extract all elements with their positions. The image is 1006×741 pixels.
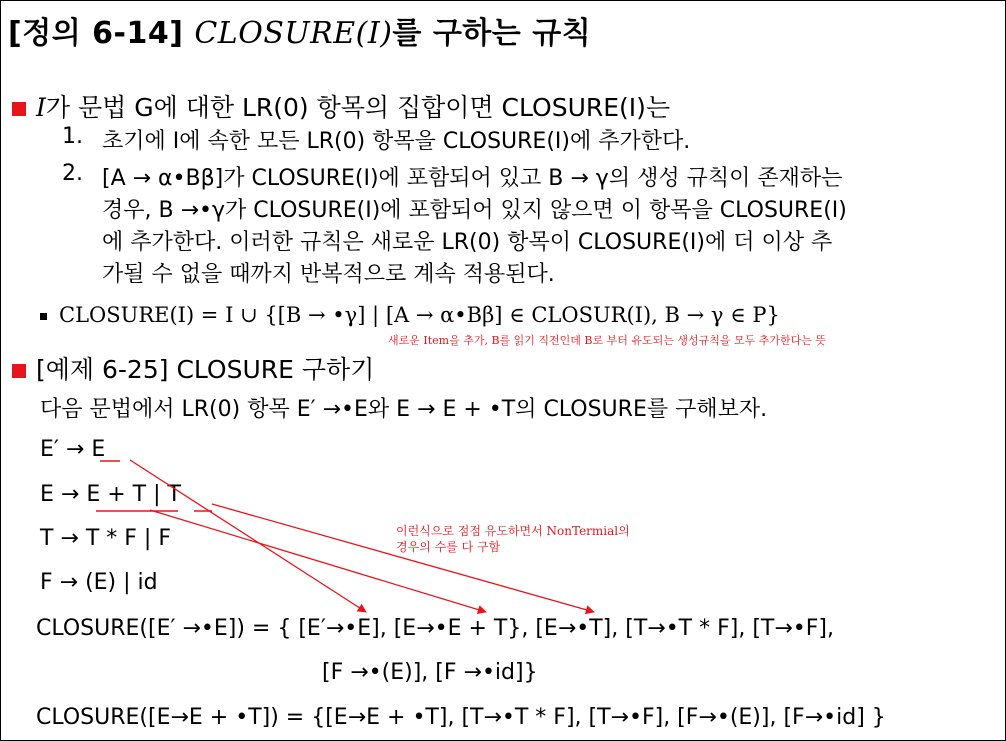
- definition-intro: I가 문법 G에 대한 LR(0) 항목의 집합이면 CLOSURE(I)는: [12, 88, 670, 124]
- grammar-rule: E → E + T | T: [40, 482, 181, 507]
- arrow-to-e: [130, 460, 366, 612]
- closure-result-1-cont: [F →•(E)], [F →•id]}: [322, 660, 538, 685]
- rule-item-2-line: 가될 수 없을 때까지 반복적으로 계속 적용된다.: [102, 262, 555, 287]
- closure-result-2: CLOSURE([E→E + •T]) = {[E→E + •T], [T→•T * F], [T→•F], [F→•(E)], [F→•id] }: [36, 705, 886, 730]
- example-description: 다음 문법에서 LR(0) 항목 E′ →•E와 E → E + •T의 CLOSURE를 구해보자.: [40, 397, 768, 422]
- arrow-to-e-plus-t: [150, 510, 486, 612]
- annotation-note-2: 이런식으로 점점 유도하면서 NonTermial의: [396, 524, 630, 538]
- annotation-note-2: 경우의 수를 다 구함: [396, 540, 501, 554]
- rule-item-2-line: [A → α•Bβ]가 CLOSURE(I)에 포함되어 있고 B → γ의 생성 규칙이 존재하는: [102, 166, 843, 191]
- closure-result-1: CLOSURE([E′ →•E]) = { [E′→•E], [E→•E + T}, [E→•T], [T→•T * F], [T→•F],: [36, 616, 834, 641]
- arrow-to-t: [212, 504, 594, 612]
- closure-formula: CLOSURE(I) = I ∪ {[B → •γ] | [A → α•Bβ] ∈ CLOSUR(I), B → γ ∈ P}: [40, 303, 780, 327]
- rule-item-2-line: 에 추가한다. 이러한 규칙은 새로운 LR(0) 항목이 CLOSURE(I)에 더 이상 추: [102, 230, 833, 255]
- annotation-note-1: 새로운 Item을 추가, B를 읽기 직전인데 B로 부터 유도되는 생성규칙을 모두 추가한다는 뜻: [388, 334, 826, 347]
- rule-item-1-text: 초기에 I에 속한 모든 LR(0) 항목을 CLOSURE(I)에 추가한다.: [102, 129, 691, 154]
- slide-title: [정의 6-14] CLOSURE(I)를 구하는 규칙: [8, 16, 592, 51]
- rule-item-1-num: 1.: [62, 124, 83, 149]
- grammar-rule: F → (E) | id: [40, 570, 158, 595]
- grammar-rule: T → T * F | F: [40, 526, 171, 551]
- example-heading: [예제 6-25] CLOSURE 구하기: [12, 350, 374, 386]
- grammar-rule: E′ → E: [40, 437, 106, 462]
- rule-item-2-num: 2.: [62, 161, 83, 186]
- rule-item-2-line: 경우, B →•γ가 CLOSURE(I)에 포함되어 있지 않으면 이 항목을 CLOSURE(I): [102, 198, 847, 223]
